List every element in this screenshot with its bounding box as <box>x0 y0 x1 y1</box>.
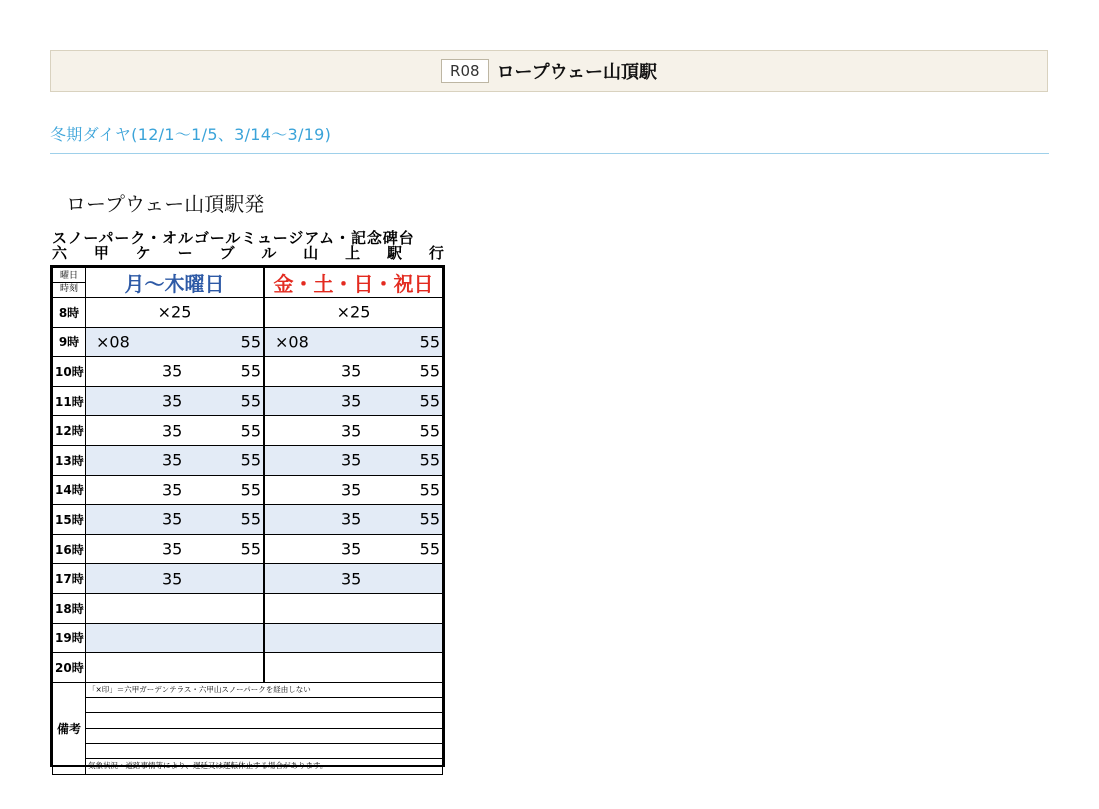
hour-label: 時刻 <box>53 282 85 295</box>
departure-minute: 35 <box>341 539 362 559</box>
weekday-times-cell <box>86 534 265 564</box>
table-row <box>53 653 443 683</box>
departure-minute: 35 <box>341 569 362 589</box>
departure-minute: 55 <box>240 391 261 411</box>
period-divider <box>50 153 1049 154</box>
route-char: 六 <box>52 244 68 262</box>
holiday-times-cell <box>264 475 443 505</box>
note-line <box>86 729 442 744</box>
notes-row <box>53 682 443 774</box>
hour-cell: 13時 <box>53 445 86 475</box>
weekday-header: 月～木曜日 <box>86 268 265 298</box>
note-line <box>86 713 442 728</box>
weekday-times-cell <box>86 564 265 594</box>
departure-minute: ×25 <box>157 302 192 322</box>
notes-label: 備考 <box>53 682 86 774</box>
notes-cell <box>86 682 443 774</box>
departure-title: ロープウェー山頂駅発 <box>66 192 265 216</box>
holiday-times-cell <box>264 327 443 357</box>
route-char: 上 <box>345 244 361 262</box>
hour-cell: 10時 <box>53 357 86 387</box>
hour-cell: 8時 <box>53 298 86 328</box>
departure-minute: 55 <box>419 480 440 500</box>
departure-minute: 35 <box>162 450 183 470</box>
departure-minute: 55 <box>240 332 261 352</box>
table-row <box>53 327 443 357</box>
departure-minute: ×08 <box>96 332 130 352</box>
departure-minute: 35 <box>341 361 362 381</box>
table-row <box>53 357 443 387</box>
departure-minute: 55 <box>240 509 261 529</box>
note-line: 「×印」＝六甲ガーデンテラス・六甲山スノーパークを経由しない <box>86 683 442 698</box>
table-row <box>53 475 443 505</box>
departure-minute: 55 <box>240 480 261 500</box>
table-row <box>53 564 443 594</box>
holiday-times-cell <box>264 445 443 475</box>
station-code-badge: R08 <box>441 59 489 83</box>
departure-minute: 35 <box>162 509 183 529</box>
station-name: ロープウェー山頂駅 <box>496 62 657 83</box>
weekday-times-cell <box>86 445 265 475</box>
route-char: 駅 <box>387 244 403 262</box>
hour-cell: 17時 <box>53 564 86 594</box>
departure-minute: 55 <box>419 450 440 470</box>
hour-cell: 9時 <box>53 327 86 357</box>
period-title: 冬期ダイヤ(12/1～1/5、3/14～3/19) <box>50 125 332 144</box>
route-char: 山 <box>303 244 319 262</box>
hour-cell: 16時 <box>53 534 86 564</box>
holiday-times-cell <box>264 386 443 416</box>
departure-minute: 35 <box>162 361 183 381</box>
holiday-times-cell <box>264 593 443 623</box>
route-char: ー <box>177 244 193 262</box>
departure-minute: 35 <box>162 421 183 441</box>
route-stops-text: スノーパーク・オルゴールミュージアム・記念碑台 <box>52 229 415 247</box>
dow-hour-label <box>53 268 86 298</box>
departure-minute: 35 <box>162 569 183 589</box>
hour-cell: 15時 <box>53 505 86 535</box>
departure-minute: ×25 <box>336 302 371 322</box>
weekday-times-cell <box>86 298 265 328</box>
departure-minute: 35 <box>162 539 183 559</box>
departure-minute: 35 <box>162 480 183 500</box>
departure-minute: 55 <box>419 509 440 529</box>
table-row <box>53 386 443 416</box>
departure-minute: 55 <box>419 332 440 352</box>
departure-minute: 35 <box>341 421 362 441</box>
holiday-times-cell <box>264 357 443 387</box>
route-char: 甲 <box>93 244 109 262</box>
departure-minute: 35 <box>162 391 183 411</box>
holiday-times-cell <box>264 534 443 564</box>
holiday-times-cell <box>264 564 443 594</box>
table-row <box>53 534 443 564</box>
hour-cell: 14時 <box>53 475 86 505</box>
departure-minute: 55 <box>419 539 440 559</box>
holiday-times-cell <box>264 416 443 446</box>
hour-cell: 11時 <box>53 386 86 416</box>
hour-cell: 19時 <box>53 623 86 653</box>
route-destination <box>52 245 444 261</box>
holiday-times-cell <box>264 298 443 328</box>
weekday-times-cell <box>86 505 265 535</box>
weekday-times-cell <box>86 593 265 623</box>
holiday-times-cell <box>264 653 443 683</box>
route-stops <box>52 230 444 246</box>
weekday-times-cell <box>86 416 265 446</box>
departure-minute: 35 <box>341 450 362 470</box>
weekday-times-cell <box>86 475 265 505</box>
timetable <box>50 265 445 771</box>
departure-minute: 55 <box>419 421 440 441</box>
departure-minute: 55 <box>240 539 261 559</box>
table-row <box>53 298 443 328</box>
holiday-times-cell <box>264 623 443 653</box>
departure-minute: 55 <box>240 450 261 470</box>
station-header <box>50 50 1048 92</box>
departure-minute: 55 <box>240 421 261 441</box>
departure-minute: 35 <box>341 480 362 500</box>
hour-cell: 18時 <box>53 593 86 623</box>
route-char: ブ <box>219 244 235 262</box>
weekday-times-cell <box>86 357 265 387</box>
table-row <box>53 505 443 535</box>
table-row <box>53 623 443 653</box>
departure-minute: 55 <box>240 361 261 381</box>
hour-cell: 20時 <box>53 653 86 683</box>
route-char: ル <box>261 244 277 262</box>
note-line: 気象状況・道路事情等により、遅延又は運転休止する場合があります。 <box>88 761 328 771</box>
table-row <box>53 593 443 623</box>
table-row <box>53 416 443 446</box>
weekday-times-cell <box>86 386 265 416</box>
holiday-header: 金・土・日・祝日 <box>264 268 443 298</box>
departure-minute: 35 <box>341 509 362 529</box>
holiday-times-cell <box>264 505 443 535</box>
weekday-times-cell <box>86 327 265 357</box>
timetable-grid <box>52 267 443 775</box>
hour-cell: 12時 <box>53 416 86 446</box>
route-char: ケ <box>135 244 151 262</box>
timetable-header-row <box>53 268 443 298</box>
departure-minute: 55 <box>419 391 440 411</box>
departure-minute: ×08 <box>275 332 309 352</box>
note-line <box>86 744 442 759</box>
note-line <box>86 698 442 713</box>
weekday-times-cell <box>86 623 265 653</box>
table-row <box>53 445 443 475</box>
departure-minute: 35 <box>341 391 362 411</box>
weekday-times-cell <box>86 653 265 683</box>
route-char: 行 <box>428 244 444 262</box>
dow-label: 曜日 <box>59 271 78 281</box>
departure-minute: 55 <box>419 361 440 381</box>
